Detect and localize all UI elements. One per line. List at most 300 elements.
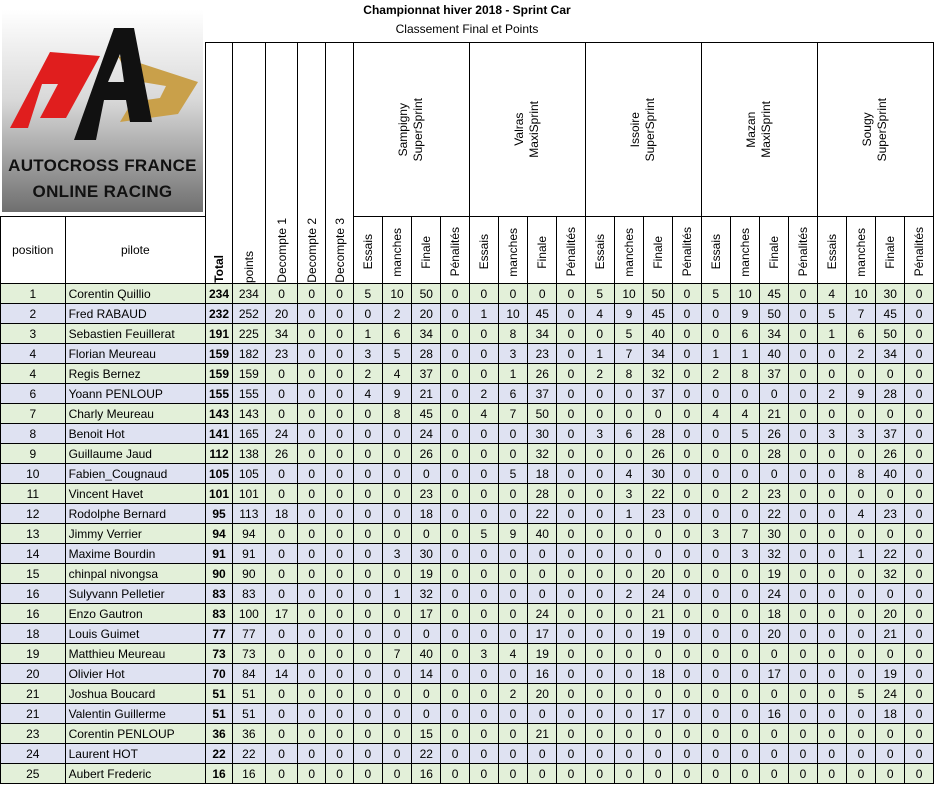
sub-header-manches: manches: [614, 217, 644, 284]
race-finale-cell: 21: [876, 624, 905, 644]
race-manches-cell: 5: [382, 344, 412, 364]
race-essais-cell: 2: [817, 384, 846, 404]
race-penalites-cell: 0: [789, 424, 818, 444]
race-finale-cell: 45: [644, 304, 673, 324]
race-essais-cell: 0: [469, 724, 498, 744]
race-finale-cell: 24: [644, 584, 673, 604]
race-finale-cell: 34: [760, 324, 789, 344]
sub-header-essais: Essais: [817, 217, 846, 284]
race-penalites-cell: 0: [557, 324, 586, 344]
race-essais-cell: 0: [585, 744, 614, 764]
race-manches-cell: 0: [846, 644, 876, 664]
sub-header-penalites: Pénalités: [789, 217, 818, 284]
race-finale-cell: 34: [528, 324, 557, 344]
race-essais-cell: 0: [817, 564, 846, 584]
race-essais-cell: 3: [817, 424, 846, 444]
race-manches-cell: 5: [730, 424, 760, 444]
race-essais-cell: 0: [817, 344, 846, 364]
race-essais-cell: 0: [353, 744, 382, 764]
pilote-cell: Rodolphe Bernard: [65, 504, 205, 524]
race-essais-cell: 3: [701, 524, 730, 544]
race-essais-cell: 0: [701, 744, 730, 764]
total-cell: 155: [206, 384, 233, 404]
race-penalites-cell: 0: [905, 644, 934, 664]
decompte3-cell: 0: [326, 724, 354, 744]
race-penalites-cell: 0: [789, 584, 818, 604]
race-finale-cell: 45: [528, 304, 557, 324]
race-finale-cell: 30: [876, 284, 905, 304]
race-finale-cell: 20: [528, 684, 557, 704]
race-penalites-cell: 0: [557, 284, 586, 304]
sub-header-essais: Essais: [469, 217, 498, 284]
race-finale-cell: 40: [528, 524, 557, 544]
race-header-valras: Valras MaxiSprint: [469, 43, 585, 217]
race-essais-cell: 0: [817, 544, 846, 564]
race-manches-cell: 0: [614, 724, 644, 744]
race-manches-cell: 0: [846, 584, 876, 604]
race-finale-cell: 22: [412, 744, 441, 764]
race-essais-cell: 5: [585, 284, 614, 304]
race-manches-cell: 0: [730, 644, 760, 664]
race-penalites-cell: 0: [789, 644, 818, 664]
decompte2-cell: 0: [298, 404, 326, 424]
race-manches-cell: 4: [614, 464, 644, 484]
race-essais-cell: 0: [353, 524, 382, 544]
pilote-cell: Joshua Boucard: [65, 684, 205, 704]
decompte3-cell: 0: [326, 364, 354, 384]
sub-header-manches: manches: [846, 217, 876, 284]
race-manches-cell: 8: [614, 364, 644, 384]
race-penalites-cell: 0: [905, 704, 934, 724]
race-essais-cell: 4: [585, 304, 614, 324]
race-finale-cell: 0: [644, 544, 673, 564]
race-penalites-cell: 0: [789, 324, 818, 344]
race-penalites-cell: 0: [673, 584, 702, 604]
race-penalites-cell: 0: [557, 724, 586, 744]
race-essais-cell: 0: [585, 524, 614, 544]
race-penalites-cell: 0: [905, 384, 934, 404]
race-finale-cell: 18: [644, 664, 673, 684]
race-manches-cell: 2: [730, 484, 760, 504]
decompte1-cell: 0: [265, 544, 298, 564]
table-row: [1, 644, 934, 664]
race-essais-cell: 0: [817, 764, 846, 784]
position-cell: 4: [1, 364, 66, 384]
pilote-cell: Yoann PENLOUP: [65, 384, 205, 404]
race-manches-cell: 6: [846, 324, 876, 344]
race-essais-cell: 2: [353, 364, 382, 384]
race-manches-cell: 0: [614, 384, 644, 404]
race-finale-cell: 0: [644, 404, 673, 424]
race-finale-cell: 34: [412, 324, 441, 344]
total-cell: 16: [206, 764, 233, 784]
race-essais-cell: 0: [353, 464, 382, 484]
race-manches-cell: 0: [846, 524, 876, 544]
total-cell: 36: [206, 724, 233, 744]
position-cell: 21: [1, 704, 66, 724]
race-manches-cell: 7: [730, 524, 760, 544]
table-row: [1, 564, 934, 584]
race-manches-cell: 7: [382, 644, 412, 664]
race-finale-cell: 16: [760, 704, 789, 724]
race-manches-cell: 9: [846, 384, 876, 404]
race-penalites-cell: 0: [673, 504, 702, 524]
race-manches-cell: 1: [614, 504, 644, 524]
race-manches-cell: 0: [382, 684, 412, 704]
decompte2-cell: 0: [298, 644, 326, 664]
race-penalites-cell: 0: [789, 384, 818, 404]
race-essais-cell: 0: [817, 704, 846, 724]
decompte2-cell: 0: [298, 424, 326, 444]
points-cell: 91: [232, 544, 265, 564]
race-finale-cell: 45: [412, 404, 441, 424]
race-finale-cell: 16: [528, 664, 557, 684]
race-penalites-cell: 0: [557, 484, 586, 504]
race-manches-cell: 0: [730, 384, 760, 404]
position-cell: 13: [1, 524, 66, 544]
race-finale-cell: 17: [528, 624, 557, 644]
decompte2-cell: 0: [298, 764, 326, 784]
race-essais-cell: 0: [585, 464, 614, 484]
race-manches-cell: 0: [382, 424, 412, 444]
race-essais-cell: 0: [469, 484, 498, 504]
race-essais-cell: 0: [701, 664, 730, 684]
decompte3-cell: 0: [326, 624, 354, 644]
race-finale-cell: 32: [876, 564, 905, 584]
race-essais-cell: 0: [469, 584, 498, 604]
race-penalites-cell: 0: [789, 744, 818, 764]
race-penalites-cell: 0: [441, 604, 470, 624]
race-manches-cell: 3: [846, 424, 876, 444]
race-manches-cell: 0: [498, 564, 528, 584]
decompte3-cell: 0: [326, 404, 354, 424]
race-essais-cell: 0: [701, 424, 730, 444]
race-finale-cell: 0: [528, 284, 557, 304]
race-penalites-cell: 0: [789, 624, 818, 644]
race-manches-cell: 0: [730, 744, 760, 764]
table-row: [1, 424, 934, 444]
decompte2-cell: 0: [298, 604, 326, 624]
points-cell: 36: [232, 724, 265, 744]
race-essais-cell: 0: [585, 764, 614, 784]
col-decompte2-header: Decompte 2: [298, 43, 326, 284]
points-cell: 234: [232, 284, 265, 304]
race-essais-cell: 0: [353, 604, 382, 624]
race-essais-cell: 4: [701, 404, 730, 424]
race-manches-cell: 0: [498, 604, 528, 624]
decompte3-cell: 0: [326, 464, 354, 484]
race-penalites-cell: 0: [557, 344, 586, 364]
race-penalites-cell: 0: [905, 284, 934, 304]
race-manches-cell: 0: [382, 564, 412, 584]
race-penalites-cell: 0: [557, 584, 586, 604]
race-finale-cell: 0: [528, 704, 557, 724]
race-manches-cell: 0: [846, 604, 876, 624]
race-essais-cell: 0: [817, 364, 846, 384]
points-cell: 22: [232, 744, 265, 764]
race-essais-cell: 0: [701, 604, 730, 624]
race-manches-cell: 0: [730, 444, 760, 464]
race-manches-cell: 5: [614, 324, 644, 344]
race-finale-cell: 30: [760, 524, 789, 544]
race-finale-cell: 50: [760, 304, 789, 324]
race-penalites-cell: 0: [557, 564, 586, 584]
col-decompte3-header: Decompte 3: [326, 43, 354, 284]
race-finale-cell: 50: [412, 284, 441, 304]
decompte3-cell: 0: [326, 584, 354, 604]
decompte2-cell: 0: [298, 584, 326, 604]
race-finale-cell: 0: [528, 744, 557, 764]
pilote-cell: Guillaume Jaud: [65, 444, 205, 464]
race-penalites-cell: 0: [789, 544, 818, 564]
race-penalites-cell: 0: [557, 444, 586, 464]
pilote-cell: chinpal nivongsa: [65, 564, 205, 584]
race-essais-cell: 0: [469, 364, 498, 384]
race-finale-cell: 50: [528, 404, 557, 424]
race-essais-cell: 0: [469, 324, 498, 344]
race-essais-cell: 4: [353, 384, 382, 404]
race-finale-cell: 0: [760, 464, 789, 484]
race-manches-cell: 0: [614, 744, 644, 764]
race-penalites-cell: 0: [673, 564, 702, 584]
sub-header-manches: manches: [730, 217, 760, 284]
total-cell: 95: [206, 504, 233, 524]
race-finale-cell: 0: [412, 624, 441, 644]
table-row: [1, 544, 934, 564]
decompte1-cell: 14: [265, 664, 298, 684]
race-finale-cell: 26: [644, 444, 673, 464]
race-essais-cell: 2: [585, 364, 614, 384]
table-row: [1, 704, 934, 724]
race-penalites-cell: 0: [441, 544, 470, 564]
table-row: [1, 524, 934, 544]
decompte1-cell: 0: [265, 564, 298, 584]
race-penalites-cell: 0: [673, 484, 702, 504]
race-header-mazan: Mazan MaxiSprint: [701, 43, 817, 217]
race-essais-cell: 0: [353, 664, 382, 684]
race-penalites-cell: 0: [557, 624, 586, 644]
race-manches-cell: 0: [382, 464, 412, 484]
race-manches-cell: 2: [846, 344, 876, 364]
race-essais-cell: 3: [469, 644, 498, 664]
decompte2-cell: 0: [298, 664, 326, 684]
race-manches-cell: 0: [614, 544, 644, 564]
race-essais-cell: 0: [469, 544, 498, 564]
sub-header-essais: Essais: [585, 217, 614, 284]
race-finale-cell: 19: [412, 564, 441, 584]
race-penalites-cell: 0: [905, 684, 934, 704]
race-penalites-cell: 0: [441, 744, 470, 764]
race-essais-cell: 0: [701, 564, 730, 584]
race-manches-cell: 2: [614, 584, 644, 604]
decompte1-cell: 0: [265, 484, 298, 504]
race-penalites-cell: 0: [557, 704, 586, 724]
position-cell: 15: [1, 564, 66, 584]
race-penalites-cell: 0: [905, 324, 934, 344]
race-essais-cell: 0: [817, 444, 846, 464]
race-finale-cell: 0: [876, 744, 905, 764]
table-row: [1, 724, 934, 744]
race-manches-cell: 0: [846, 744, 876, 764]
race-finale-cell: 21: [760, 404, 789, 424]
total-cell: 141: [206, 424, 233, 444]
pilote-cell: Laurent HOT: [65, 744, 205, 764]
race-finale-cell: 0: [876, 724, 905, 744]
sub-header-finale: Finale: [412, 217, 441, 284]
total-cell: 91: [206, 544, 233, 564]
race-penalites-cell: 0: [441, 644, 470, 664]
decompte1-cell: 0: [265, 464, 298, 484]
race-penalites-cell: 0: [905, 744, 934, 764]
race-manches-cell: 7: [846, 304, 876, 324]
decompte3-cell: 0: [326, 744, 354, 764]
race-finale-cell: 0: [528, 564, 557, 584]
race-finale-cell: 17: [412, 604, 441, 624]
race-manches-cell: 0: [846, 704, 876, 724]
race-manches-cell: 10: [846, 284, 876, 304]
decompte2-cell: 0: [298, 284, 326, 304]
race-penalites-cell: 0: [673, 404, 702, 424]
race-penalites-cell: 0: [789, 304, 818, 324]
table-row: [1, 664, 934, 684]
table-row: [1, 604, 934, 624]
race-penalites-cell: 0: [673, 284, 702, 304]
race-finale-cell: 17: [760, 664, 789, 684]
race-essais-cell: 0: [701, 624, 730, 644]
sheet-subtitle: Classement Final et Points: [395, 22, 539, 36]
decompte1-cell: 0: [265, 744, 298, 764]
race-manches-cell: 0: [498, 764, 528, 784]
race-finale-cell: 24: [528, 604, 557, 624]
table-row: [1, 464, 934, 484]
race-essais-cell: 0: [353, 624, 382, 644]
decompte2-cell: 0: [298, 464, 326, 484]
pilote-cell: Vincent Havet: [65, 484, 205, 504]
race-essais-cell: 0: [817, 484, 846, 504]
race-manches-cell: 4: [382, 364, 412, 384]
race-essais-cell: 0: [469, 744, 498, 764]
race-manches-cell: 0: [846, 724, 876, 744]
race-finale-cell: 23: [644, 504, 673, 524]
race-penalites-cell: 0: [905, 584, 934, 604]
race-manches-cell: 0: [614, 444, 644, 464]
total-cell: 101: [206, 484, 233, 504]
race-finale-cell: 18: [760, 604, 789, 624]
race-finale-cell: 22: [644, 484, 673, 504]
race-manches-cell: 0: [614, 704, 644, 724]
race-penalites-cell: 0: [905, 624, 934, 644]
race-finale-cell: 19: [760, 564, 789, 584]
race-manches-cell: 5: [846, 684, 876, 704]
race-essais-cell: 0: [469, 604, 498, 624]
col-pilote-header: pilote: [65, 217, 205, 284]
race-essais-cell: 0: [353, 404, 382, 424]
race-finale-cell: 28: [760, 444, 789, 464]
race-penalites-cell: 0: [789, 704, 818, 724]
race-header-sougy: Sougy SuperSprint: [817, 43, 933, 217]
race-manches-cell: 0: [614, 624, 644, 644]
race-essais-cell: 5: [353, 284, 382, 304]
race-manches-cell: 0: [730, 464, 760, 484]
points-cell: 84: [232, 664, 265, 684]
decompte3-cell: 0: [326, 684, 354, 704]
race-manches-cell: 0: [730, 764, 760, 784]
race-penalites-cell: 0: [557, 504, 586, 524]
race-essais-cell: 1: [701, 344, 730, 364]
decompte1-cell: 24: [265, 424, 298, 444]
race-essais-cell: 0: [353, 724, 382, 744]
decompte2-cell: 0: [298, 524, 326, 544]
race-penalites-cell: 0: [905, 484, 934, 504]
race-finale-cell: 37: [528, 384, 557, 404]
race-penalites-cell: 0: [673, 764, 702, 784]
race-finale-cell: 0: [760, 724, 789, 744]
race-essais-cell: 0: [585, 724, 614, 744]
position-cell: 7: [1, 404, 66, 424]
race-finale-cell: 21: [644, 604, 673, 624]
decompte2-cell: 0: [298, 344, 326, 364]
race-penalites-cell: 0: [557, 304, 586, 324]
race-finale-cell: 22: [760, 504, 789, 524]
table-row: [1, 484, 934, 504]
race-manches-cell: 0: [382, 444, 412, 464]
decompte2-cell: 0: [298, 384, 326, 404]
total-cell: 159: [206, 364, 233, 384]
race-finale-cell: 37: [760, 364, 789, 384]
decompte1-cell: 0: [265, 384, 298, 404]
race-manches-cell: 1: [730, 344, 760, 364]
race-penalites-cell: 0: [905, 664, 934, 684]
race-manches-cell: 8: [498, 324, 528, 344]
points-cell: 252: [232, 304, 265, 324]
points-cell: 182: [232, 344, 265, 364]
race-penalites-cell: 0: [441, 364, 470, 384]
race-penalites-cell: 0: [557, 544, 586, 564]
race-manches-cell: 6: [382, 324, 412, 344]
race-finale-cell: 0: [876, 364, 905, 384]
race-penalites-cell: 0: [673, 704, 702, 724]
decompte1-cell: 0: [265, 724, 298, 744]
position-cell: 9: [1, 444, 66, 464]
race-finale-cell: 18: [876, 704, 905, 724]
race-finale-cell: 40: [760, 344, 789, 364]
race-manches-cell: 5: [498, 464, 528, 484]
race-manches-cell: 0: [498, 444, 528, 464]
race-essais-cell: 0: [469, 704, 498, 724]
position-cell: 24: [1, 744, 66, 764]
race-manches-cell: 8: [730, 364, 760, 384]
race-finale-cell: 0: [528, 584, 557, 604]
race-finale-cell: 26: [528, 364, 557, 384]
pilote-cell: Corentin Quillio: [65, 284, 205, 304]
race-finale-cell: 24: [760, 584, 789, 604]
race-essais-cell: 0: [701, 324, 730, 344]
total-cell: 234: [206, 284, 233, 304]
race-penalites-cell: 0: [673, 424, 702, 444]
decompte1-cell: 0: [265, 404, 298, 424]
race-finale-cell: 40: [412, 644, 441, 664]
race-penalites-cell: 0: [789, 604, 818, 624]
race-manches-cell: 0: [614, 404, 644, 424]
race-finale-cell: 17: [644, 704, 673, 724]
race-manches-cell: 0: [730, 704, 760, 724]
race-essais-cell: 0: [469, 564, 498, 584]
race-manches-cell: 0: [846, 364, 876, 384]
sub-header-finale: Finale: [528, 217, 557, 284]
position-cell: 4: [1, 344, 66, 364]
race-finale-cell: 40: [644, 324, 673, 344]
position-cell: 18: [1, 624, 66, 644]
